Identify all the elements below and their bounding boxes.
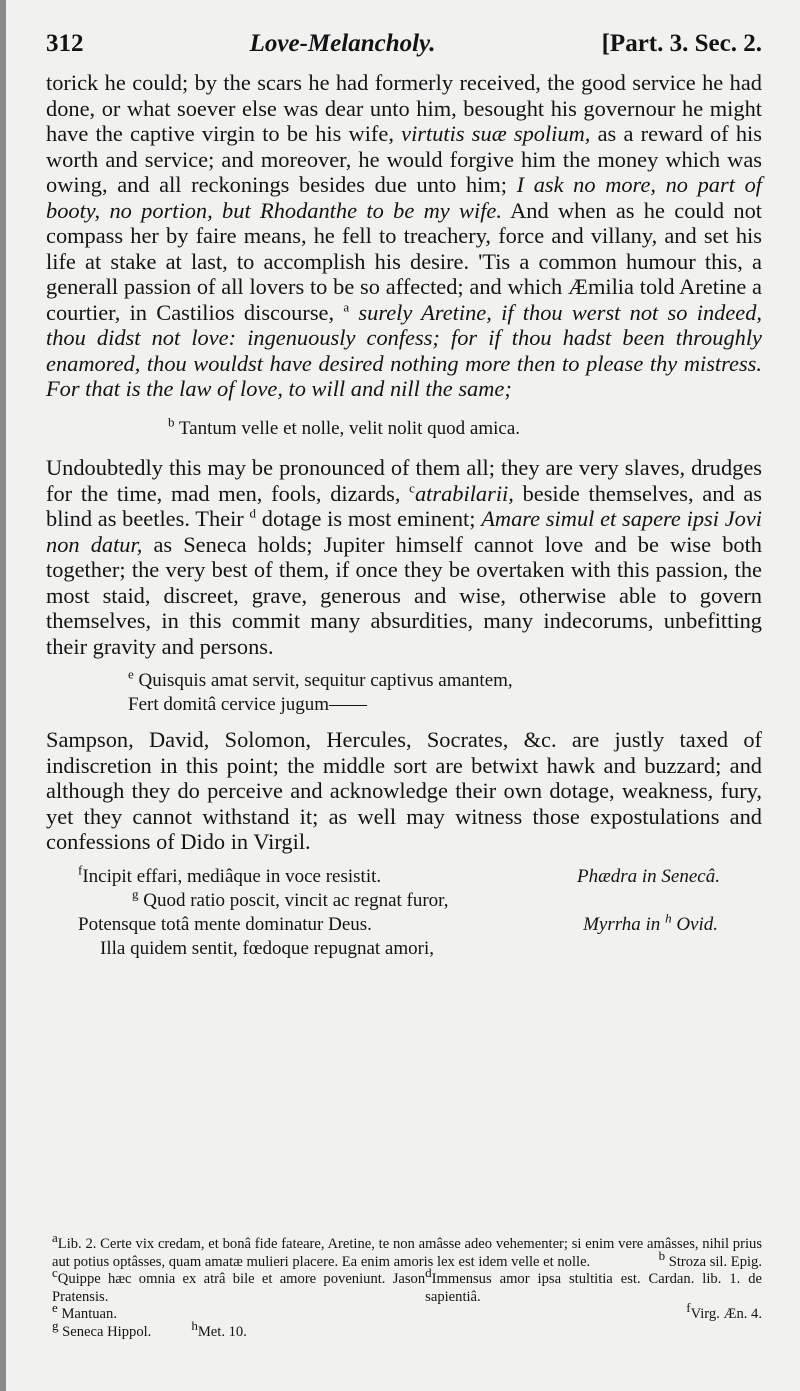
book-page: [6, 0, 800, 1391]
footnote-mark: e: [52, 1300, 58, 1316]
footnote-mark: b: [658, 1247, 666, 1263]
verse-f: [46, 862, 762, 961]
verse-line: [46, 937, 762, 961]
paragraph-3: [46, 727, 762, 855]
footnote-marker-b: b: [168, 414, 175, 430]
footnote-marker-h: h: [665, 910, 672, 926]
footnote-marker-a: a: [343, 299, 350, 315]
footnote-mark: d: [425, 1265, 432, 1281]
footnote-a: [52, 1230, 762, 1271]
footnote-e: Mantuan.: [61, 1306, 117, 1323]
page-number: 312: [46, 30, 84, 57]
footnote-h: Met. 10.: [197, 1323, 247, 1340]
footnote-row: [52, 1318, 762, 1342]
footnote-marker-f: f: [78, 862, 83, 878]
verse-source: [583, 910, 762, 937]
verse-line: [46, 862, 762, 889]
latin-word: atrabilarii,: [414, 480, 514, 506]
latin-phrase: Amare simul et sapere ipsi Jovi non datur,: [46, 506, 762, 557]
footnote-row: [52, 1265, 762, 1306]
verse-e: [46, 666, 762, 717]
verse-text: Quod ratio poscit, vincit ac regnat furor,: [138, 889, 449, 911]
footnote-mark: a: [52, 1230, 58, 1246]
footnote-mark: h: [191, 1318, 198, 1334]
footnote-d: Immensus amor ipsa stultitia est. Cardan. lib. 1. de sapientiâ.: [425, 1271, 762, 1305]
footnote-marker-e: e: [128, 666, 134, 682]
text-run: as a reward of his worth and service; and moreover, he would forgive him the money which was owing, and all reckonings besides due unto him;: [46, 121, 762, 197]
footnotes: [52, 1230, 762, 1342]
footnote-mark: g: [52, 1318, 59, 1334]
quote-text: Tantum velle et nolle, velit nolit quod amica.: [174, 417, 521, 439]
running-title: Love-Melancholy.: [249, 30, 436, 57]
paragraph-1: [46, 70, 762, 402]
source-text: Ovid.: [671, 913, 718, 935]
verse-source: Phædra in Senecâ.: [576, 865, 720, 887]
text-run: Undoubtedly this may be pronounced of them all; they are very slaves, drudges for the time, mad men, fools, dizards,: [46, 455, 762, 506]
latin-phrase: virtutis suæ spolium,: [401, 121, 591, 146]
page-header: [46, 30, 762, 58]
footnote-b: Stroza sil. Epig.: [668, 1253, 762, 1270]
verse-text: Illa quidem sentit, fœdoque repugnat amori,: [100, 937, 434, 959]
source-text: Myrrha in: [583, 913, 666, 935]
verse-text: Quisquis amat servit, sequitur captivus amantem,: [133, 670, 513, 691]
text-run: dotage is most eminent;: [256, 506, 482, 531]
verse-line: [46, 886, 762, 913]
paragraph-2: [46, 455, 762, 659]
verse-line: [46, 666, 762, 693]
footnote-row: [52, 1300, 762, 1324]
footnote-marker-c: c: [409, 480, 415, 496]
footnote-c: Quippe hæc omnia ex atrâ bile et amore poveniunt. Jason Pratensis.: [52, 1271, 426, 1305]
footnote-f: Virg. Æn. 4.: [690, 1306, 762, 1323]
verse-line: [46, 910, 762, 937]
footnote-g: Seneca Hippol.: [62, 1323, 152, 1340]
verse-text: Incipit effari, mediâque in voce resistit.: [82, 865, 382, 887]
footnote-text: Lib. 2. Certe vix credam, et bonâ fide fateare, Aretine, te non amâsse adeo vehementer; si enim vere amâsses, nihil prius aut potius optâsses, quam amatæ mulieri placere. Ea enim amoris lex est idem velle et nolle.: [52, 1236, 762, 1270]
latin-quote-b: [168, 416, 762, 442]
text-run: torick he could; by the scars he had formerly received, the good service he had done, or what soever else was dear unto him, besought his governour he might have the captive virgin to be his wife,: [46, 70, 762, 146]
footnote-marker-d: d: [249, 505, 256, 521]
italic-quote: surely Aretine, if thou werst not so indeed, thou didst not love: ingenuously confess; for if thou hadst been throughly enamored, thou wouldst have desired nothing more then to please thy mistress. For that is the law of love, to will and nill the same;: [46, 299, 762, 401]
italic-quote: I ask no more, no part of booty, no portion, but Rhodanthe to be my wife.: [46, 172, 762, 223]
footnote-marker-g: g: [132, 886, 139, 902]
text-run: And when as he could not compass her by faire means, he fell to treachery, force and villany, and set his life at stake at last, to accomplish his desire. 'Tis a common humour this, a generall passion of all lovers to be so affected; and which Æmilia told Aretine a courtier, in Castilios discourse,: [46, 197, 762, 325]
text-run: beside themselves, and as blind as beetles. Their: [46, 480, 762, 531]
body-text: [46, 70, 762, 961]
text-run: as Seneca holds; Jupiter himself cannot love and be wise both together; the very best of them, if once they be overtaken with this passion, the most staid, discreet, grave, generous and wise, otherwise able to govern themselves, in this commit many absurdities, many indecorums, unbefitting their gravity and persons.: [46, 531, 762, 659]
verse-text: Potensque totâ mente dominatur Deus.: [78, 913, 372, 935]
text-run: Sampson, David, Solomon, Hercules, Socrates, &c. are justly taxed of indiscretion in this point; the middle sort are betwixt hawk and buzzard; and although they do perceive and acknowledge their own dotage, weakness, fury, yet they cannot withstand it; as well may witness those expostulations and confessions of Dido in Virgil.: [46, 727, 762, 854]
verse-line: [46, 693, 762, 717]
verse-text: Fert domitâ cervice jugum——: [128, 694, 368, 715]
footnote-mark: f: [686, 1300, 691, 1316]
section-label: [Part. 3. Sec. 2.: [601, 30, 762, 57]
footnote-mark: c: [52, 1265, 58, 1281]
